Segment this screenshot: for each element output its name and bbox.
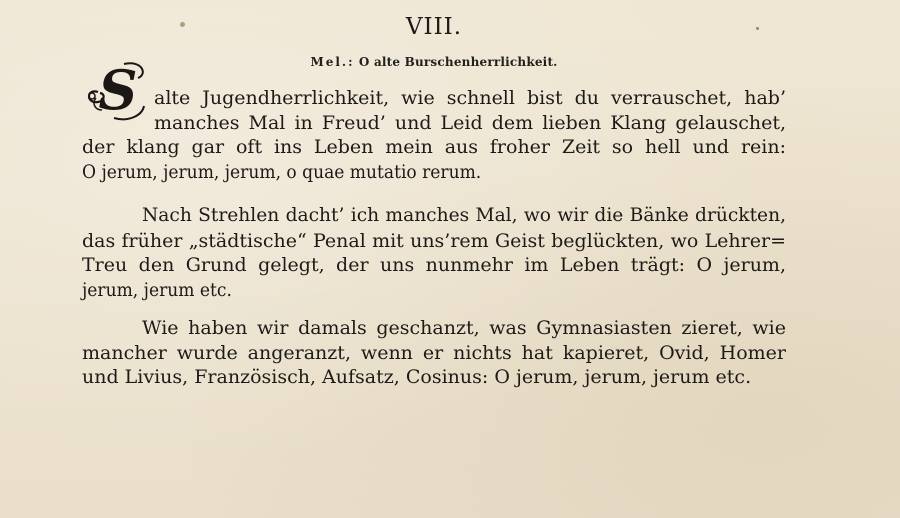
stanza-line: das früher „städtische“ Penal mit uns’rem Geist beglückten, wo Lehrer= <box>82 229 786 252</box>
stanza-2 <box>82 204 786 302</box>
stanza-1 <box>82 86 786 184</box>
stanza-line: O jerum, jerum, jerum, o quae mutatio rerum. <box>82 160 482 183</box>
drop-cap-letter: S <box>98 58 138 122</box>
stanza-line: mancher wurde angeranzt, wenn er nichts hat kapieret, Ovid, Homer <box>82 341 786 364</box>
stanza-line: manches Mal in Freud’ und Leid dem lieben Klang gelauschet, <box>154 111 786 134</box>
melody-key: Mel.: <box>310 55 355 69</box>
stanza-line: Treu den Grund gelegt, der uns nunmehr im Leben trägt: O jerum, <box>82 254 786 276</box>
stanza-line: und Livius, Französisch, Aufsatz, Cosinus: O jerum, jerum, jerum etc. <box>82 366 752 388</box>
stanza-line: Wie haben wir damals geschanzt, was Gymnasiasten zieret, wie <box>142 317 786 339</box>
stanza-line: Nach Strehlen dacht’ ich manches Mal, wo wir die Bänke drückten, <box>142 205 786 226</box>
stanza-line: jerum, jerum etc. <box>82 278 232 301</box>
stanza-line: der klang gar oft ins Leben mein aus froher Zeit so hell und rein: <box>82 136 786 158</box>
chapter-number: VIII. <box>405 14 463 40</box>
stanza-line: alte Jugendherrlichkeit, wie schnell bist du verrauschet, hab’ <box>154 87 786 109</box>
stanza-3 <box>82 316 786 390</box>
melody-title: O alte Burschenherrlichkeit. <box>358 55 558 69</box>
